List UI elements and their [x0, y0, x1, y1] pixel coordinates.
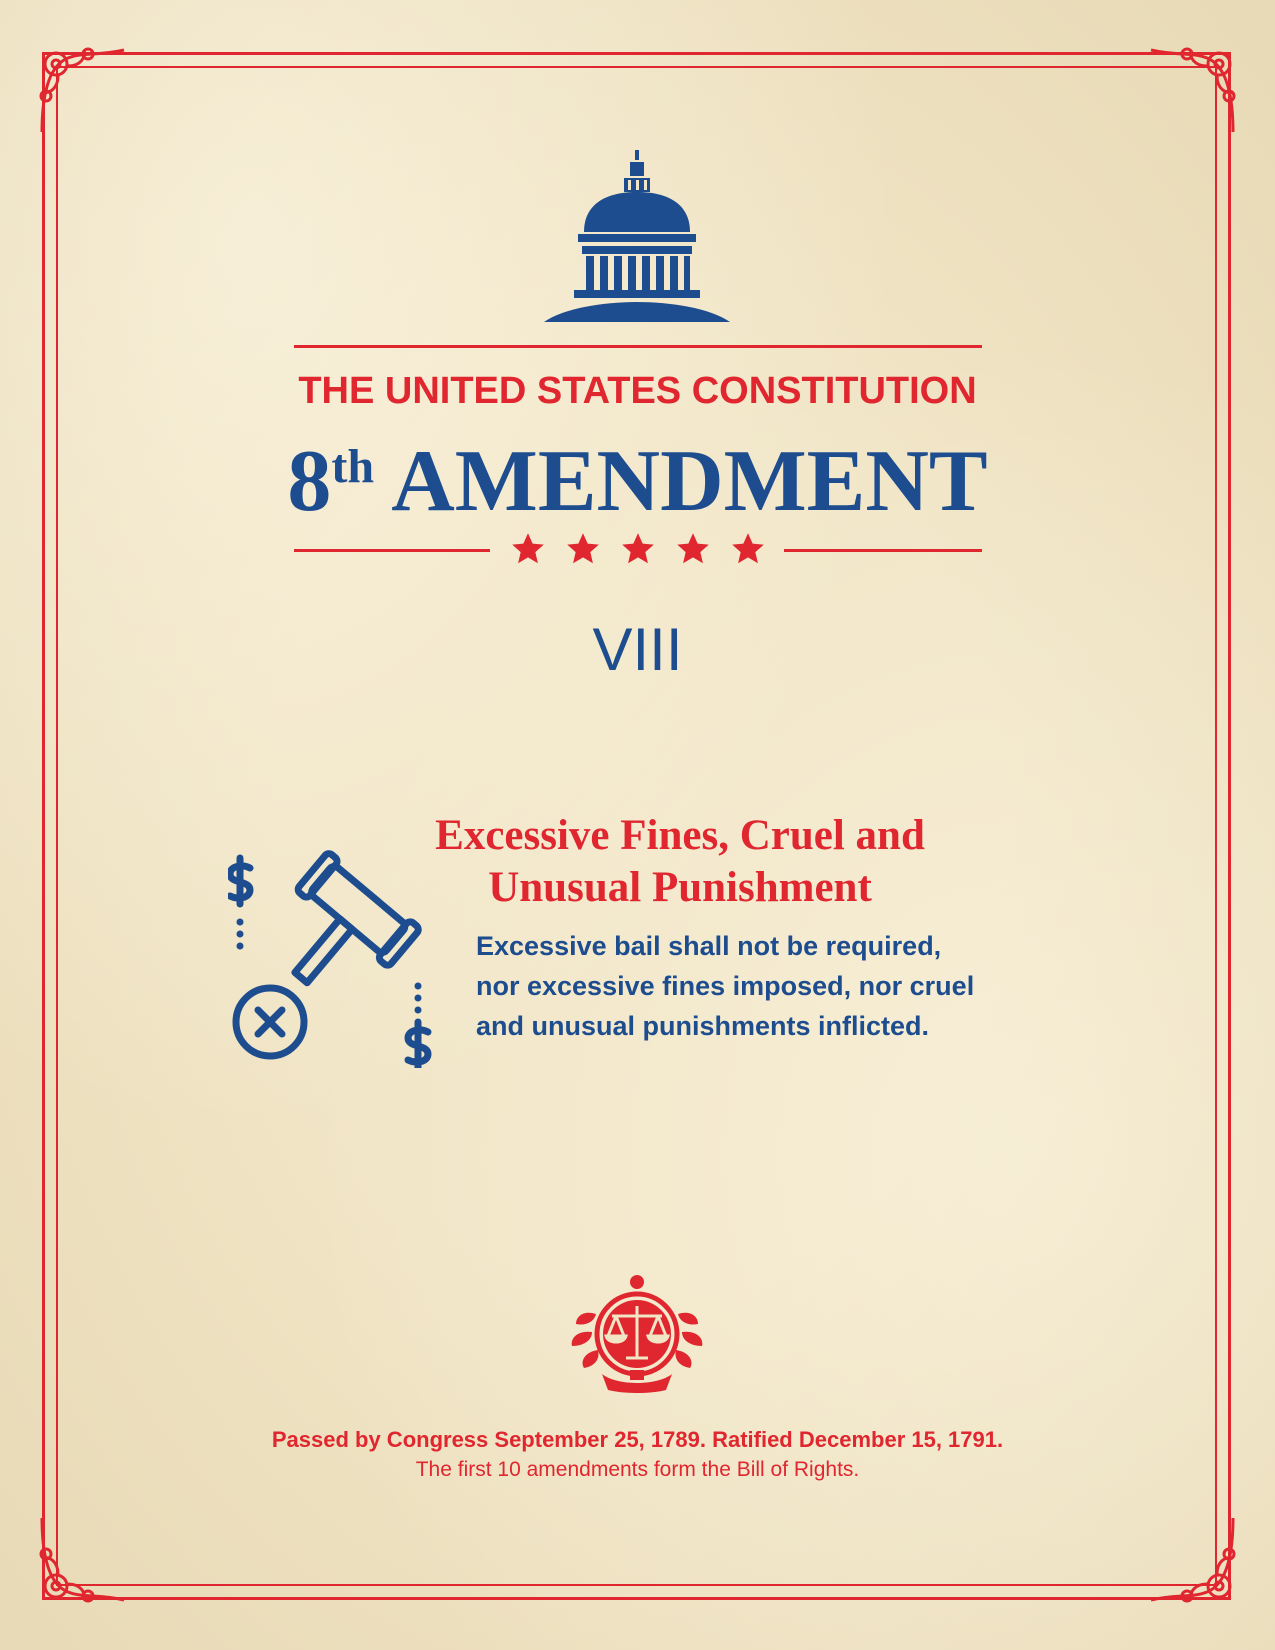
star-icon	[620, 531, 656, 567]
divider-left	[294, 549, 490, 552]
passed-ratified-line: Passed by Congress September 25, 1789. Ratified December 15, 1791.	[271, 1427, 1004, 1452]
ordinal-suffix: th	[331, 440, 375, 493]
star-row	[510, 531, 766, 571]
star-icon	[730, 531, 766, 567]
title-word: AMENDMENT	[391, 433, 988, 530]
section-heading	[370, 810, 990, 914]
divider-right	[784, 549, 982, 552]
corner-ornament-icon	[1137, 1504, 1247, 1614]
capitol-dome-icon	[544, 150, 730, 325]
roman-numeral: VIII	[592, 616, 683, 683]
section-heading-line1: Excessive Fines, Cruel and	[435, 812, 925, 859]
star-icon	[675, 531, 711, 567]
amendment-text	[476, 926, 1036, 1046]
ordinal-number: 8	[287, 433, 332, 530]
amendment-text-line1: Excessive bail shall not be required,	[476, 931, 942, 961]
star-icon	[565, 531, 601, 567]
scales-of-justice-icon	[562, 1274, 712, 1394]
divider-top	[294, 345, 982, 348]
bill-of-rights-note: The first 10 amendments form the Bill of Rights.	[415, 1458, 860, 1481]
amendment-text-line2: nor excessive fines imposed, nor cruel	[476, 971, 975, 1001]
gavel-icon	[228, 846, 452, 1068]
amendment-text-line3: and unusual punishments inflicted.	[476, 1011, 930, 1041]
corner-ornament-icon	[28, 36, 138, 146]
amendment-title	[0, 432, 1275, 532]
document-kicker: THE UNITED STATES CONSTITUTION	[298, 370, 977, 412]
star-icon	[510, 531, 546, 567]
corner-ornament-icon	[28, 1504, 138, 1614]
section-heading-line2: Unusual Punishment	[488, 864, 872, 911]
corner-ornament-icon	[1137, 36, 1247, 146]
